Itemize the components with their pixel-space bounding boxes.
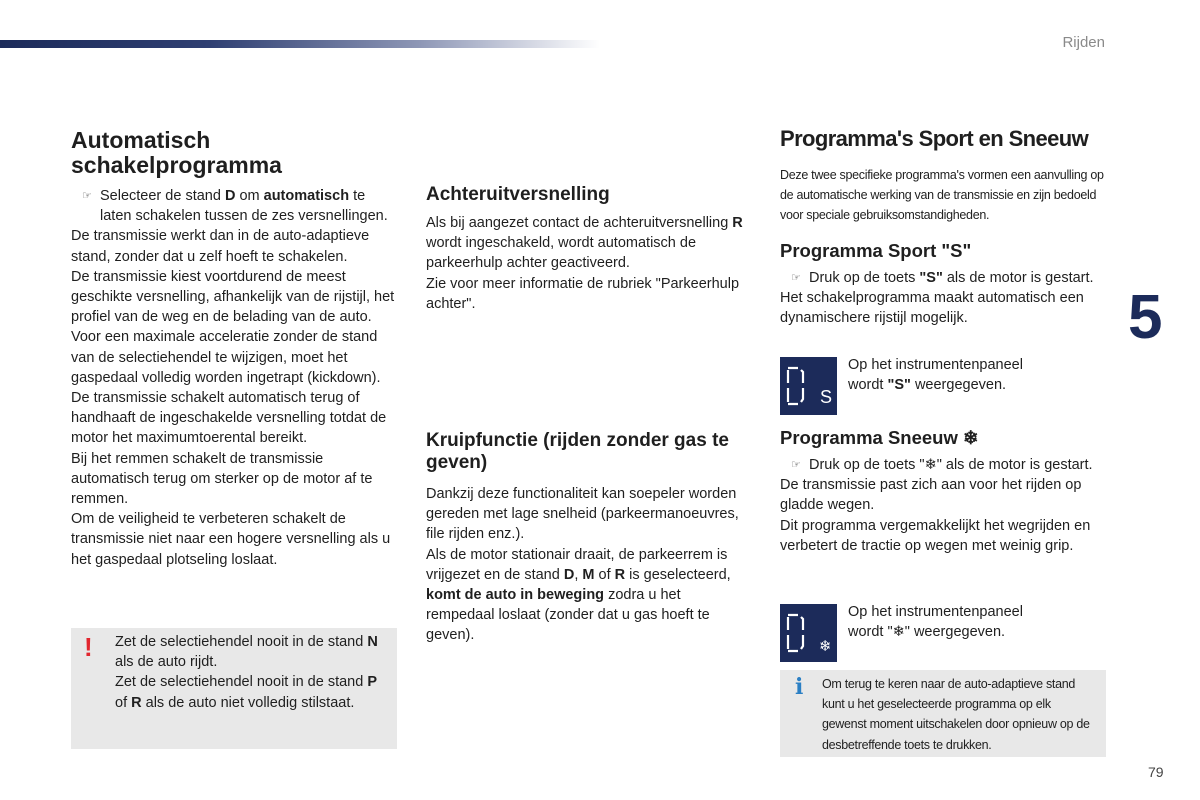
intro-paragraph: Deze twee specifieke programma's vormen een aanvulling op de automatische werking van de transmissie en zijn bedoeld voor speciale gebruiksomstandigheden. — [780, 168, 1104, 223]
instruction-bullet: ☞ Druk op de toets "❄" als de motor is gestart. — [780, 455, 1108, 475]
paragraph: Bij het remmen schakelt de transmissie automatisch terug om sterker op de motor af te remmen. — [71, 450, 373, 508]
paragraph: De transmissie schakelt automatisch terug of handhaaft de ingeschakelde versnelling totdat de motor het maximumtoerental bereikt. — [71, 390, 387, 447]
page-number: 79 — [1148, 764, 1164, 780]
info-text: Om terug te keren naar de auto-adaptieve stand kunt u het geselecteerde programma op elk gewenst moment uitschakelen door opnieuw op de desbetreffende toets te drukken. — [822, 677, 1090, 752]
chapter-number: 5 — [1128, 283, 1163, 352]
paragraph: De transmissie werkt dan in de auto-adaptieve stand, zonder dat u zelf hoeft te schakelen. — [71, 228, 370, 265]
info-box — [780, 670, 1106, 757]
paragraph: De transmissie kiest voortdurend de meest geschikte versnelling, afhankelijk van de rijstijl, het profiel van de weg en de belading van de auto. — [71, 268, 395, 326]
sport-display-caption: Op het instrumentenpaneel wordt "S" weergegeven. — [848, 357, 1023, 394]
instruction-bullet: ☞ Druk op de toets "S" als de motor is gestart. — [780, 268, 1108, 288]
snow-display-symbol: ❄ — [819, 637, 832, 655]
warning-box — [71, 628, 397, 749]
warning-line: Zet de selectiehendel nooit in de stand P of R als de auto niet volledig stilstaat. — [115, 674, 377, 711]
heading-reverse: Achteruitversnelling — [426, 184, 610, 205]
paragraph: Voor een maximale acceleratie zonder de stand van de selectiehendel te wijzigen, moet het gaspedaal volledig worden ingetrapt (kickdown). — [71, 329, 381, 386]
header-gradient-bar — [0, 40, 600, 48]
column-automatic-program — [71, 128, 397, 570]
instruction-bullet: ☞ Selecteer de stand D om automatisch te laten schakelen tussen de zes versnellingen. — [82, 188, 388, 225]
paragraph: De transmissie past zich aan voor het rijden op gladde wegen. — [780, 477, 1082, 514]
column-snow — [780, 427, 1108, 556]
column-sport-snow — [780, 126, 1108, 328]
sport-display-letter: S — [820, 387, 833, 407]
paragraph: Om de veiligheid te verbeteren schakelt de transmissie niet naar een hogere versnelling als u het gaspedaal plotseling loslaat. — [71, 511, 391, 568]
heading-snow: Programma Sneeuw ❄ — [780, 427, 979, 448]
paragraph: Als bij aangezet contact de achteruitversnelling R wordt ingeschakeld, wordt automatisch de parkeerhulp achter geactiveerd. — [426, 215, 743, 272]
bullet-arrow-icon: ☞ — [791, 271, 801, 284]
bullet-arrow-icon: ☞ — [791, 459, 801, 471]
snow-display-caption: Op het instrumentenpaneel wordt "❄" weergegeven. — [848, 604, 1023, 641]
bullet-arrow-icon: ☞ — [82, 190, 92, 202]
paragraph: Zie voor meer informatie de rubriek "Parkeerhulp achter". — [426, 275, 740, 312]
heading-creep: Kruipfunctie (rijden zonder gas te geven) — [426, 430, 729, 473]
warning-line: Zet de selectiehendel nooit in de stand N als de auto rijdt. — [115, 634, 378, 671]
column-reverse-creep — [426, 184, 746, 314]
warning-exclamation-icon: ! — [84, 632, 93, 662]
sport-display-icon — [780, 357, 837, 415]
paragraph: Dankzij deze functionaliteit kan soepeler worden gereden met lage snelheid (parkeermanoeuvres, file rijden enz.). — [426, 486, 739, 543]
info-icon: i — [795, 674, 804, 700]
paragraph: Het schakelprogramma maakt automatisch een dynamischere rijstijl mogelijk. — [780, 289, 1084, 327]
paragraph: Dit programma vergemakkelijkt het wegrijden en verbetert de tractie op wegen met weinig grip. — [780, 517, 1091, 554]
heading-automatic-program: Automatisch schakelprogramma — [71, 127, 282, 178]
snow-display-icon — [780, 604, 837, 662]
heading-sport: Programma Sport "S" — [780, 239, 972, 261]
paragraph: Als de motor stationair draait, de parkeerrem is vrijgezet en de stand D, M of R is geselecteerd, komt de auto in beweging zodra u het rempedaal loslaat (zonder dat u gas hoeft te geven). — [426, 546, 731, 644]
section-name: Rijden — [1062, 34, 1105, 51]
heading-sport-snow: Programma's Sport en Sneeuw — [780, 126, 1089, 151]
column-creep — [426, 430, 746, 646]
